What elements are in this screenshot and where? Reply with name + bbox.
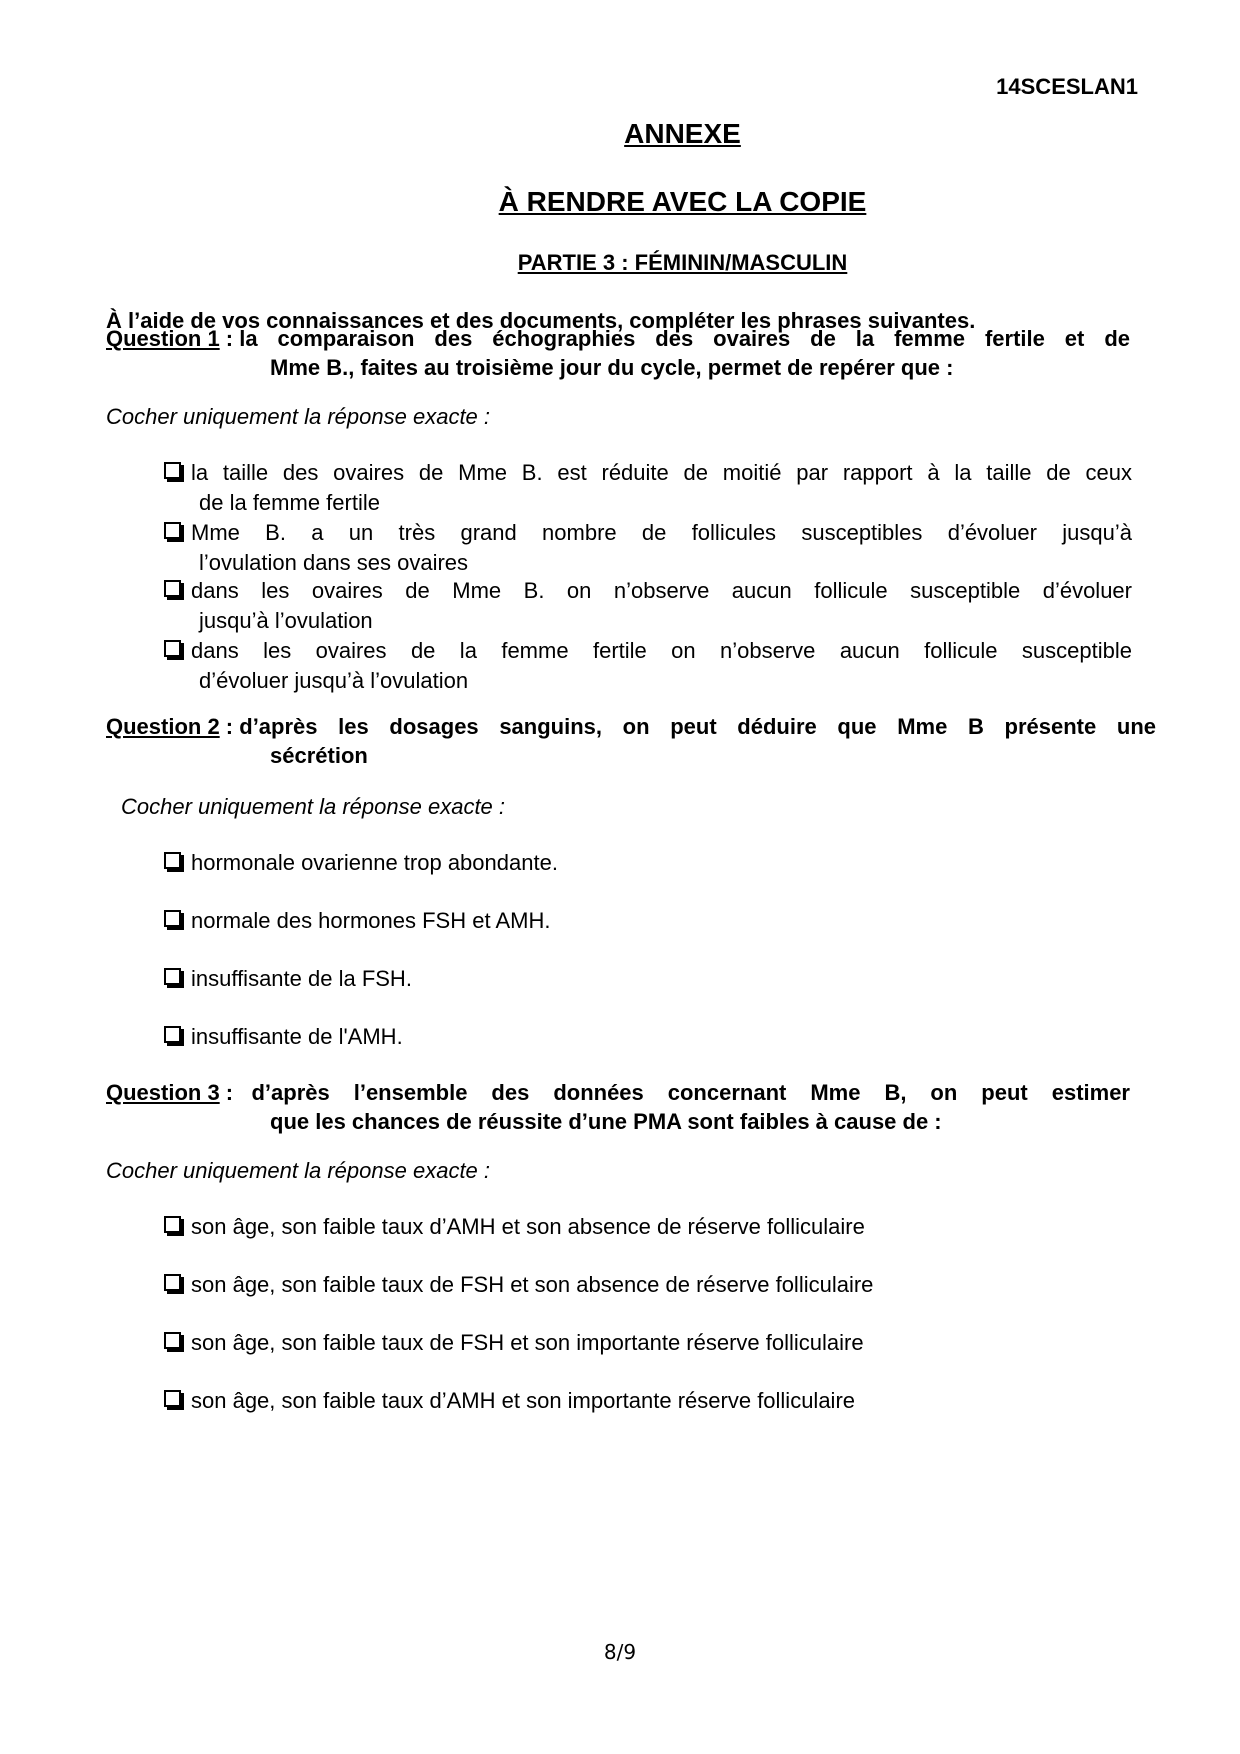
question-2-option-2[interactable] (164, 906, 1132, 936)
option-text-cont: jusqu’à l’ovulation (199, 608, 373, 633)
checkbox-icon[interactable] (164, 968, 181, 985)
option-text-cont: d’évoluer jusqu’à l’ovulation (199, 668, 469, 693)
question-3-option-2[interactable] (164, 1270, 1132, 1300)
question-3-option-3[interactable] (164, 1328, 1132, 1358)
question-2-instruction: Cocher uniquement la réponse exacte : (121, 794, 506, 819)
question-2-separator: : (219, 714, 240, 739)
question-1-text-line1: la comparaison des échographies des ovaires de la femme fertile et de (239, 326, 1130, 351)
question-3 (106, 1078, 1130, 1136)
option-text: son âge, son faible taux d’AMH et son absence de réserve folliculaire (191, 1214, 865, 1239)
partie-title: PARTIE 3 : FÉMININ/MASCULIN (517, 250, 848, 275)
question-1-option-3[interactable] (164, 576, 1132, 636)
question-1-text-line2: Mme B., faites au troisième jour du cycle, permet de repérer que : (270, 355, 954, 380)
question-1-separator: : (219, 326, 240, 351)
option-text: la taille des ovaires de Mme B. est réduite de moitié par rapport à la taille de ceux (191, 460, 1132, 485)
question-2-option-4[interactable] (164, 1022, 1132, 1052)
question-2-option-1[interactable] (164, 848, 1132, 878)
question-2-text-line2: sécrétion (270, 743, 368, 768)
checkbox-icon[interactable] (164, 910, 181, 927)
return-with-copy-title: À RENDRE AVEC LA COPIE (498, 186, 867, 217)
document-reference: 14SCESLAN1 (996, 74, 1138, 99)
checkbox-icon[interactable] (164, 1274, 181, 1291)
checkbox-icon[interactable] (164, 1216, 181, 1233)
checkbox-icon[interactable] (164, 580, 181, 597)
option-text: dans les ovaires de Mme B. on n’observe aucun follicule susceptible d’évoluer (191, 578, 1132, 603)
instructions: À l’aide de vos connaissances et des documents, compléter les phrases suivantes. (106, 308, 976, 333)
option-text: son âge, son faible taux de FSH et son importante réserve folliculaire (191, 1330, 864, 1355)
question-1-option-2[interactable] (164, 518, 1132, 578)
question-1 (106, 324, 1130, 382)
question-2-label: Question 2 (106, 714, 220, 739)
option-text: normale des hormones FSH et AMH. (191, 908, 551, 933)
question-3-text-line2: que les chances de réussite d’une PMA sont faibles à cause de : (270, 1109, 942, 1134)
option-text: insuffisante de l'AMH. (191, 1024, 403, 1049)
question-1-option-4[interactable] (164, 636, 1132, 696)
question-2-text-line1: d’après les dosages sanguins, on peut déduire que Mme B présente une (239, 714, 1156, 739)
option-text-cont: l’ovulation dans ses ovaires (199, 550, 469, 575)
question-1-instruction: Cocher uniquement la réponse exacte : (106, 404, 491, 429)
question-3-instruction: Cocher uniquement la réponse exacte : (106, 1158, 491, 1183)
question-3-label: Question 3 (106, 1080, 220, 1105)
checkbox-icon[interactable] (164, 1026, 181, 1043)
checkbox-icon[interactable] (164, 522, 181, 539)
checkbox-icon[interactable] (164, 640, 181, 657)
checkbox-icon[interactable] (164, 852, 181, 869)
question-3-option-1[interactable] (164, 1212, 1132, 1242)
annexe-title: ANNEXE (624, 118, 741, 149)
option-text: hormonale ovarienne trop abondante. (191, 850, 558, 875)
option-text: son âge, son faible taux de FSH et son absence de réserve folliculaire (191, 1272, 874, 1297)
question-2 (106, 712, 1156, 770)
option-text-cont: de la femme fertile (199, 490, 380, 515)
question-3-text-line1: d’après l’ensemble des données concernant Mme B, on peut estimer (251, 1080, 1130, 1105)
option-text: dans les ovaires de la femme fertile on n’observe aucun follicule susceptible (191, 638, 1132, 663)
page-number: 8/9 (603, 1640, 637, 1664)
option-text: insuffisante de la FSH. (191, 966, 412, 991)
checkbox-icon[interactable] (164, 462, 181, 479)
question-1-option-1[interactable] (164, 458, 1132, 518)
question-3-option-4[interactable] (164, 1386, 1132, 1416)
checkbox-icon[interactable] (164, 1390, 181, 1407)
question-1-label: Question 1 (106, 326, 220, 351)
checkbox-icon[interactable] (164, 1332, 181, 1349)
option-text: son âge, son faible taux d’AMH et son importante réserve folliculaire (191, 1388, 856, 1413)
option-text: Mme B. a un très grand nombre de follicules susceptibles d’évoluer jusqu’à (191, 520, 1132, 545)
question-3-separator: : (219, 1080, 252, 1105)
question-2-option-3[interactable] (164, 964, 1132, 994)
